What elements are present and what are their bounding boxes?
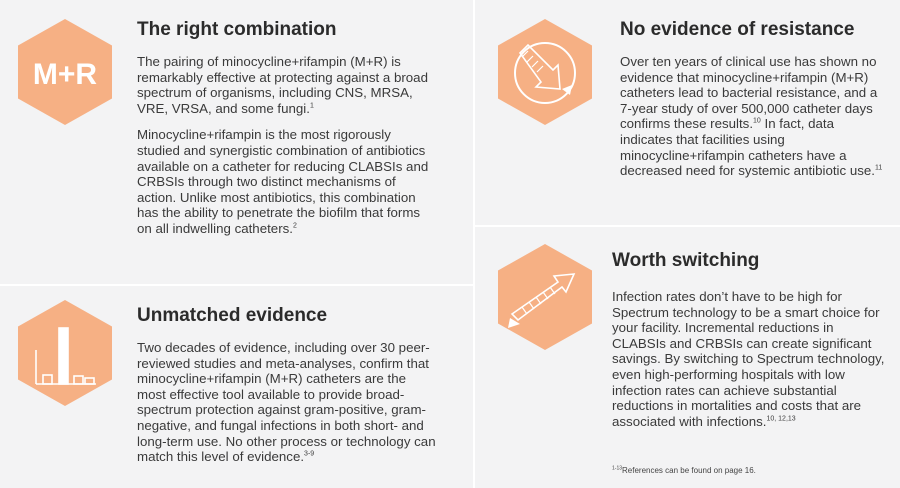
- column-divider: [473, 0, 475, 488]
- combination-paragraph-1: The pairing of minocycline+rifampin (M+R) is remarkably effective at protecting against a broad spectrum of organisms, including CNS, MRSA, VRE, VRSA, and some fungi.: [137, 54, 428, 116]
- deflected-arrow-hexagon-icon: [498, 19, 592, 125]
- evidence-title: Unmatched evidence: [137, 305, 328, 326]
- references-footnote: [612, 466, 756, 475]
- footnote-text: References can be found on page 16.: [622, 466, 756, 475]
- right-row-divider: [475, 225, 900, 227]
- switch-arrows-hexagon-icon: [498, 244, 592, 350]
- switching-title: Worth switching: [612, 250, 760, 271]
- bar-chart-hexagon-icon: [18, 300, 112, 406]
- combination-paragraph-2: Minocycline+rifampin is the most rigorously studied and synergistic combination of antibiotics available on a catheter for reducing CLABSIs and CRBSIs through two distinct mechanisms of action. Unlike most antibiotics, this combination has the ability to penetrate the biofilm that forms on all indwelling catheters.: [137, 127, 429, 236]
- combination-title: The right combination: [137, 19, 337, 40]
- resistance-body: [620, 54, 890, 190]
- switching-body: [612, 289, 887, 440]
- combination-ref-1: 1: [309, 102, 314, 110]
- resistance-ref-1: 10: [753, 117, 761, 125]
- combination-body: [137, 54, 437, 248]
- resistance-paragraph-2: In fact, data indicates that facilities using minocycline+rifampin catheters have a decreased need for systemic antibiotic use.: [620, 116, 875, 179]
- resistance-paragraph-1: Over ten years of clinical use has shown no evidence that minocycline+rifampin (M+R) catheters lead to bacterial resistance, and a 7-year study of over 500,000 catheter days confirms these results.: [620, 54, 878, 132]
- resistance-ref-2: 11: [875, 164, 883, 172]
- m-plus-r-icon-text: M+R: [32, 58, 98, 91]
- combination-ref-2: 2: [292, 222, 297, 230]
- resistance-title: No evidence of resistance: [620, 19, 855, 40]
- evidence-paragraph-1: Two decades of evidence, including over 30 peer-reviewed studies and meta-analyses, confirm that minocycline+rifampin (M+R) catheters are the most effective tool available to provide broad-spectrum protection against gram-positive, gram-negative, and fungal infections in both short- and long-term use. No other process or technology can match this level of evidence.: [137, 340, 436, 465]
- left-row-divider: [0, 284, 473, 286]
- switching-paragraph-1: Infection rates don’t have to be high for Spectrum technology to be a smart choice for your facility. Incremental reductions in CLABSIs and CRBSIs can create significant savings. By switching to Spectrum technology, even high-performing hospitals with low infection rates can achieve substantial reductions in mortalities and costs that are associated with infections.: [612, 289, 885, 429]
- m-plus-r-hexagon-icon: [18, 19, 112, 125]
- evidence-ref-1: 3-9: [304, 450, 315, 458]
- footnote-ref-range: 1-13: [612, 465, 623, 472]
- evidence-body: [137, 340, 437, 476]
- switching-ref-1: 10, 12,13: [766, 415, 796, 423]
